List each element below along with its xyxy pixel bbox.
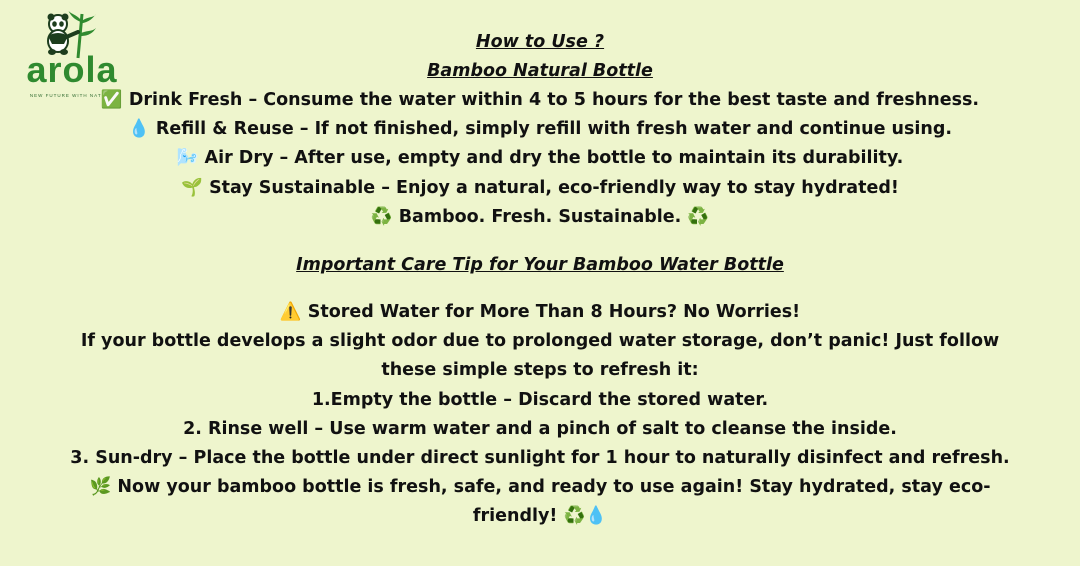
check-icon: ✅: [100, 90, 123, 110]
usage-item: [40, 174, 1040, 203]
usage-text: Refill & Reuse – If not finished, simply refill with fresh water and continue using.: [155, 119, 953, 140]
slogan-text: Bamboo. Fresh. Sustainable.: [398, 206, 682, 227]
care-step: 3. Sun-dry – Place the bottle under direct sunlight for 1 hour to naturally disinfect and refresh.: [70, 448, 1010, 469]
care-warning: [40, 298, 1040, 327]
droplet-icon: 💧: [127, 119, 150, 140]
recycle-icon: ♻️: [687, 206, 710, 227]
usage-text: Air Dry – After use, empty and dry the bottle to maintain its durability.: [204, 148, 904, 169]
cloud-icon: 🌬️: [176, 148, 199, 169]
instructions-panel: [40, 28, 1040, 532]
heading-product-name: Bamboo Natural Bottle: [427, 61, 653, 81]
care-heading: Important Care Tip for Your Bamboo Water Bottle: [296, 255, 784, 276]
logo-wordmark: arola: [26, 49, 118, 90]
care-step: 1.Empty the bottle – Discard the stored water.: [311, 389, 769, 410]
seedling-icon: 🌱: [181, 177, 203, 198]
slogan: [40, 203, 1040, 232]
usage-item: [40, 115, 1040, 144]
care-intro: If your bottle develops a slight odor due to prolonged water storage, don’t panic! Just follow these simple steps to refresh it:: [80, 331, 1000, 381]
usage-item: [40, 144, 1040, 173]
recycle-droplet-icons: ♻️💧: [563, 506, 608, 527]
care-closing: [60, 473, 1020, 531]
herb-icon: 🌿: [89, 477, 112, 498]
logo-tagline: NEW FUTURE WITH NATURE: [29, 93, 115, 98]
usage-text: Drink Fresh – Consume the water within 4 to 5 hours for the best taste and freshness.: [128, 90, 980, 110]
heading-how-to-use: How to Use ?: [475, 32, 605, 52]
recycle-icon: ♻️: [370, 206, 393, 227]
usage-text: Stay Sustainable – Enjoy a natural, eco-friendly way to stay hydrated!: [209, 177, 899, 198]
warning-icon: ⚠️: [279, 302, 302, 323]
care-warning-text: Stored Water for More Than 8 Hours? No Worries!: [307, 302, 801, 323]
usage-item: [40, 86, 1040, 115]
care-step: 2. Rinse well – Use warm water and a pinch of salt to cleanse the inside.: [183, 418, 897, 439]
care-closing-text: Now your bamboo bottle is fresh, safe, and ready to use again! Stay hydrated, stay eco-friendly!: [117, 477, 991, 527]
